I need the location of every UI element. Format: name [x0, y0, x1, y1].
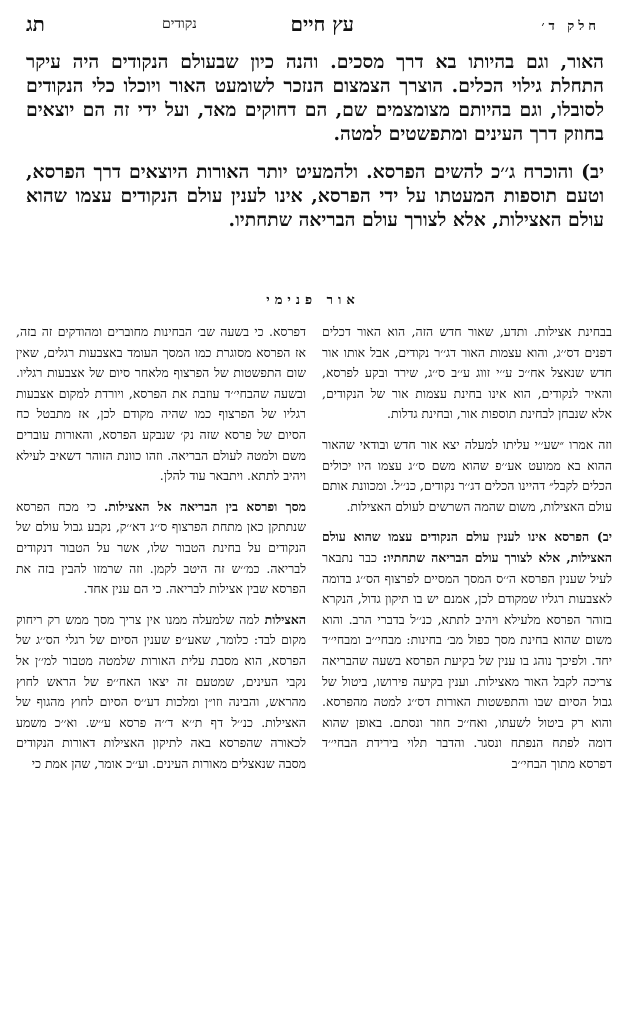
commentary-lead: יב) הפרסא אינו לענין עולם הנקודים עצמו שהוא עולם האצילות, אלא לצורך עולם הבריאה שתחתיו: [322, 529, 612, 565]
main-paragraph-1: האור, וגם בהיותו בא דרך מסכים. והנה כיון שבעולם הנקודים היה עיקר התחלת גילוי הכלים. הוצרך הצמצום הנזכר לשומעט האור ויוכלו כלי הנקודים לסובלו, וגם בהיותם מצומצמים שם, הם דחוקים מאד, ועל ידי זה הם יוצאים בחוזק דרך העינים ומתפשטים למטה. [26, 51, 604, 145]
commentary-column-left [16, 322, 306, 1018]
commentary-paragraph [16, 610, 306, 775]
main-paragraph-2: יב) והוכרח ג׳׳כ להשים הפרסא. ולהמעיט יותר האורות היוצאים דרך הפרסא, וטעם תוספות המעטתו על ידי הפרסא, אינו לענין עולם הנקודים עצמו שהוא עולם האצילות, אלא לצורך עולם הבריאה שתחתיו. [26, 161, 604, 231]
commentary-text: למה שלמעלה ממנו אין צריך מסך ממש רק ריחוק מקום לבד: כלומר, שאע׳׳פ שענין הסיום של רגלי הס׳׳ג של הפרסא, הוא מסבת עלית האורות שלמטה מטבור למ׳׳ן אל נקבי העינים, שמטעם זה יצאו האח׳׳פ של הראש לחוץ מהראש, והבינה וזו״ן ומלכות דע׳׳ס הסיום לחוץ מהגוף של האצילות. כנ׳׳ל דף ת׳׳א ד׳׳ה פרסא ע׳׳ש. וא׳׳כ משמע לכאורה שהפרסא באה לתיקון האצילות דאורות הנקודים מסבה שנאצלים מאורות העינים. וע׳׳כ אומר, שהן אמת כי [16, 611, 306, 771]
commentary-paragraph [322, 527, 612, 774]
page-number: תג [26, 12, 45, 36]
commentary-text: כי מכח הפרסא שנתתקן כאן מתחת הפרצוף ס׳׳ג דא׳׳ק, נקבע גבול עולם של הנקודים על בחינת הטבור שלו, אשר על הטבור דנקודים לבריאה. כמ׳׳ש זה היטב לקמן. וזה שרמזו להבין בזה את הפרסא שבין אצילות לבריאה. כי הם ענין אחד. [16, 498, 306, 597]
header-subtitle: נקודים [162, 16, 197, 32]
commentary-paragraph [16, 497, 306, 600]
main-text [26, 50, 604, 246]
header-book-title: עץ חיים [290, 12, 354, 36]
running-header [22, 12, 604, 38]
header-section: חלק ד׳ [541, 19, 600, 34]
commentary-columns [16, 322, 612, 1018]
commentary-paragraph: דפרסא. כי בשעה שב׳ הבחינות מחוברים ומהודקים זה בזה, אז הפרסא מסוגרת כמו המסך העומד באצבעות רגלים, שאין שום התפשטות של הפרצוף מלאחר סיום של אצבעות רגליו. ובשעה שהבחי׳׳ד עוזבת את הפרסא, ויורדת למקום אצבעות רגליו של הפרצוף כמו שהיה מקודם לכן, אז מתבטל כח הסיום של פרסא שזה נק׳ שנבקע הפרסא, והאורות עוברים משם ולמטה לעולם הבריאה. וזהו כוונת הזוהר דשאיב לעילא ויהיב לתתא. ויתבאר עוד להלן. [16, 324, 306, 484]
commentary-lead: האצילות [264, 611, 306, 627]
commentary-lead: מסך ופרסא בין הבריאה אל האצילות. [103, 498, 306, 514]
commentary-column-right [322, 322, 612, 1018]
commentary-title: אור פנימי [266, 293, 360, 308]
commentary-paragraph: בבחינת אצילות. ותדע, שאור חדש הזה, הוא האור דכלים דפנים דס׳׳ג, והוא עצמות האור דג׳׳ר נקודים, אבל אותו אור חדש שנאצל אח׳׳כ ע׳׳י זווג ע׳׳ב ס׳׳ג, שירד ובקע לפרסא, והאיר לנקודים, הוא אינו בחינת עצמות אור של הנקודים, אלא שנבחן לבחינת תוספות אור, ובחינת גדלות. [322, 324, 612, 422]
commentary-text: כבר נתבאר לעיל שענין הפרסא ה׳׳ס המסך המסיים לפרצוף הס׳׳ג בדומה לאצבעות רגליו שמקודם לכן, אמנם יש בו תיקון גדול, הנקרא בזוהר הפרסא מלעילא ויהיב לתתא, כנ׳׳ל בדברי הרב. והוא משום שהוא בחינת מסך כפול מב׳ בחינות: מבחי׳׳ב ומבחי׳׳ד יחד. ולפיכך נוהג בו ענין של בקיעת הפרסא בשעה שהבריאה צריכה לקבל האור מאצילות. וענין בקיעה פירושו, ביטול של גבול הסיום שבו והתפשטות האורות דס׳׳ג למטה מהפרסא. והוא רק ביטול לשעתו, ואח׳׳כ חוזר ונסתם. באופן שהוא דומה לפתח הנפתח ונסגר. והדבר תלוי בירידת הבחי׳׳ד דפרסא מתוך הבחי׳׳ב [322, 549, 612, 771]
commentary-paragraph: וזה אמרו ״שע׳׳י עליתו למעלה יצא אור חדש ובודאי שהאור ההוא בא ממועט אע׳׳פ שהוא משם ס׳׳ג עצמו היו יכולים הכלים לקבל״ דהיינו הכלים דג׳׳ר נקודים, כנ׳׳ל. ומכוונת אותם עולם האצילות, משום שהמה השרשים לעולם האצילות. [322, 436, 612, 514]
